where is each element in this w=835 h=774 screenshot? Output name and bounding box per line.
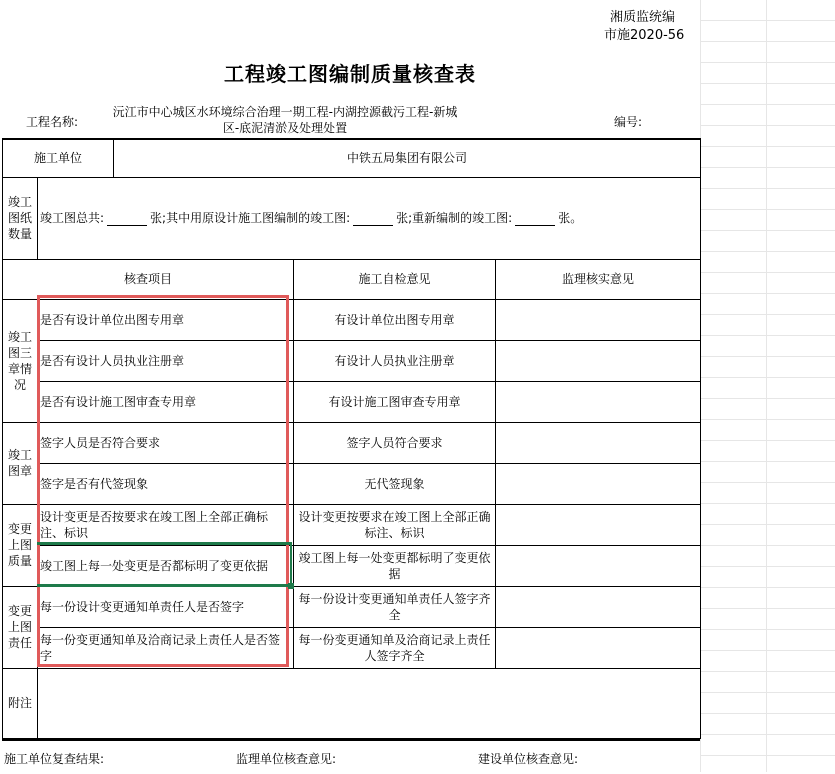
supervisor-review-label[interactable]: 监理单位核查意见: [236, 752, 337, 766]
self-check-text: 有设计单位出图专用章 [334, 312, 455, 327]
col-header-item-text: 核查项目 [123, 272, 172, 286]
check-item: 每一份设计变更通知单责任人是否签字 [40, 599, 245, 614]
self-check-cell[interactable] [294, 627, 496, 668]
group-label: 竣工图章 [7, 448, 32, 478]
check-item: 签字是否有代签现象 [40, 476, 149, 491]
self-check-text: 无代签现象 [364, 476, 425, 491]
drawing-count-label: 竣工图纸数量 [7, 195, 32, 241]
count-blank-new[interactable] [515, 225, 555, 226]
check-item-cell[interactable] [38, 545, 294, 586]
check-item: 是否有设计单位出图专用章 [40, 312, 185, 327]
self-check-text: 竣工图上每一处变更都标明了变更依据 [298, 550, 491, 581]
group-label-cell [3, 504, 38, 586]
form-code-line1: 湘质监统编 [610, 10, 676, 25]
table-row [3, 545, 701, 586]
count-text-total: 竣工图总共: [40, 211, 105, 225]
project-name-value[interactable]: 沅江市中心城区水环境综合治理一期工程-内湖控源截污工程-新城区-底泥清淤及处理处置 [112, 105, 458, 135]
check-item-cell[interactable] [38, 299, 294, 340]
drawing-count-label-cell [3, 177, 38, 259]
table-row [3, 422, 701, 463]
owner-review-label[interactable]: 建设单位核查意见: [478, 752, 579, 766]
drawing-count-cell[interactable] [38, 177, 701, 259]
count-text-original: 张;其中用原设计施工图编制的竣工图: [150, 211, 351, 225]
supervisor-cell[interactable] [496, 381, 701, 422]
col-header-self-check-text: 施工自检意见 [358, 272, 431, 286]
project-name-label: 工程名称: [26, 115, 79, 129]
check-item: 每一份变更通知单及洽商记录上责任人是否签字 [40, 632, 281, 663]
check-item-cell[interactable] [38, 463, 294, 504]
self-check-cell[interactable] [294, 299, 496, 340]
count-text-end: 张。 [558, 211, 583, 225]
table-row [3, 504, 701, 545]
check-item-cell[interactable] [38, 627, 294, 668]
self-check-text: 有设计施工图审查专用章 [328, 394, 461, 409]
self-check-cell[interactable] [294, 463, 496, 504]
group-label-cell [3, 422, 38, 504]
check-item: 是否有设计人员执业注册章 [40, 353, 185, 368]
col-header-supervisor-text: 监理核实意见 [561, 272, 634, 286]
supervisor-cell[interactable] [496, 299, 701, 340]
check-item: 签字人员是否符合要求 [40, 435, 161, 450]
check-item-cell[interactable] [38, 422, 294, 463]
check-item-cell[interactable] [38, 340, 294, 381]
col-header-self-check [294, 259, 496, 299]
group-label: 变更上图责任 [7, 604, 32, 650]
remarks-label: 附注 [7, 696, 32, 710]
contractor-label: 施工单位 [33, 151, 82, 166]
page-title: 工程竣工图编制质量核查表 [224, 62, 476, 86]
contractor-value: 中铁五局集团有限公司 [346, 151, 467, 166]
col-header-item [3, 259, 294, 299]
self-check-cell[interactable] [294, 422, 496, 463]
self-check-text: 签字人员符合要求 [346, 435, 443, 450]
table-row [3, 381, 701, 422]
supervisor-cell[interactable] [496, 586, 701, 627]
form-code-line2: 市施2020-56 [604, 28, 685, 43]
table-row [3, 340, 701, 381]
supervisor-cell[interactable] [496, 627, 701, 668]
footer-row [2, 739, 700, 774]
contractor-review-label[interactable]: 施工单位复查结果: [4, 752, 105, 766]
check-item: 设计变更是否按要求在竣工图上全部正确标注、标识 [40, 509, 269, 540]
check-item-cell[interactable] [38, 586, 294, 627]
supervisor-cell[interactable] [496, 504, 701, 545]
count-blank-total[interactable] [107, 225, 147, 226]
supervisor-cell[interactable] [496, 340, 701, 381]
contractor-label-cell [3, 139, 114, 177]
count-text-new: 张;重新编制的竣工图: [396, 211, 513, 225]
number-label: 编号: [614, 115, 643, 129]
col-header-supervisor [496, 259, 701, 299]
supervisor-cell[interactable] [496, 545, 701, 586]
check-item: 竣工图上每一处变更是否都标明了变更依据 [40, 558, 269, 573]
supervisor-cell[interactable] [496, 463, 701, 504]
self-check-text: 设计变更按要求在竣工图上全部正确标注、标识 [298, 509, 491, 540]
table-row [3, 586, 701, 627]
self-check-cell[interactable] [294, 381, 496, 422]
remarks-label-cell [3, 668, 38, 738]
group-label-cell [3, 586, 38, 668]
remarks-cell[interactable] [38, 668, 701, 738]
supervisor-cell[interactable] [496, 422, 701, 463]
self-check-cell[interactable] [294, 586, 496, 627]
self-check-text: 每一份设计变更通知单责任人签字齐全 [298, 591, 491, 622]
table-row [3, 463, 701, 504]
group-label: 竣工图三章情况 [7, 329, 32, 392]
spreadsheet-grid-background [700, 0, 835, 772]
check-item-cell[interactable] [38, 381, 294, 422]
fill-handle[interactable] [288, 583, 294, 589]
group-label: 变更上图质量 [7, 522, 32, 568]
check-table [2, 138, 701, 739]
table-row [3, 627, 701, 668]
group-label-cell [3, 299, 38, 422]
self-check-cell[interactable] [294, 545, 496, 586]
contractor-value-cell[interactable] [114, 139, 701, 177]
table-row [3, 299, 701, 340]
check-item: 是否有设计施工图审查专用章 [40, 394, 197, 409]
self-check-text: 每一份变更通知单及洽商记录上责任人签字齐全 [298, 632, 491, 663]
self-check-text: 有设计人员执业注册章 [334, 353, 455, 368]
check-item-cell[interactable] [38, 504, 294, 545]
count-blank-original[interactable] [353, 225, 393, 226]
self-check-cell[interactable] [294, 340, 496, 381]
self-check-cell[interactable] [294, 504, 496, 545]
